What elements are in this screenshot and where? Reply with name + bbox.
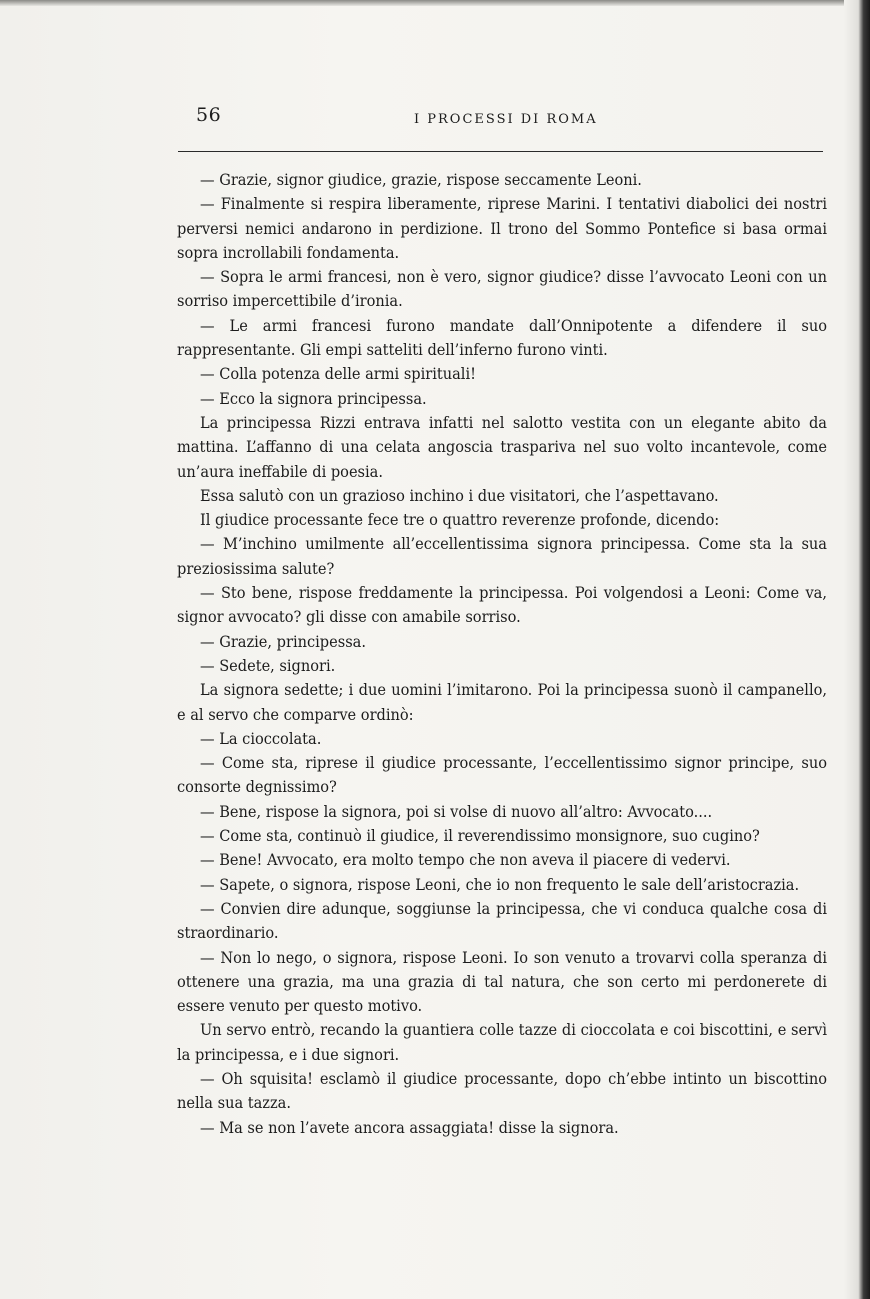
paragraph: — Colla potenza delle armi spirituali! bbox=[200, 364, 476, 384]
paragraph: — Convien dire adunque, soggiunse la principessa, che vi conduca qualche cosa di straordinario. bbox=[177, 898, 827, 943]
paragraph: La signora sedette; i due uomini l’imitarono. Poi la principessa suonò il campanello, e al servo che comparve ordinò: bbox=[177, 680, 827, 724]
paragraph: — Grazie, principessa. bbox=[200, 631, 366, 651]
scan-right-edge bbox=[844, 0, 870, 1299]
paragraph: — Le armi francesi furono mandate dall’Onnipotente a difendere il suo rappresentante. Gli empi satteliti dell’inferno furono vinti. bbox=[177, 315, 827, 360]
paragraph: — Ma se non l’avete ancora assaggiata! disse la signora. bbox=[200, 1117, 619, 1137]
paragraph: — Sopra le armi francesi, non è vero, signor giudice? disse l’avvocato Leoni con un sorriso impercettibile d’ironia. bbox=[177, 267, 827, 311]
paragraph: — Ecco la signora principessa. bbox=[200, 388, 427, 408]
header-rule bbox=[178, 151, 823, 152]
paragraph: — Sedete, signori. bbox=[200, 655, 336, 675]
paragraph: — Bene! Avvocato, era molto tempo che non aveva il piacere di vedervi. bbox=[200, 850, 731, 870]
paragraph: — La cioccolata. bbox=[200, 728, 322, 748]
paragraph: — Sto bene, rispose freddamente la principessa. Poi volgendosi a Leoni: Come va, signor avvocato? gli disse con amabile sorriso. bbox=[177, 583, 827, 627]
paragraph: Un servo entrò, recando la guantiera colle tazze di cioccolata e coi biscottini, e servì la principessa, e i due signori. bbox=[177, 1020, 827, 1064]
running-title: I PROCESSI DI ROMA bbox=[414, 112, 598, 127]
body-text bbox=[177, 168, 827, 1140]
paragraph: — Oh squisita! esclamò il giudice processante, dopo ch’ebbe intinto un biscottino nella sua tazza. bbox=[177, 1068, 827, 1113]
paragraph: — Grazie, signor giudice, grazie, rispose seccamente Leoni. bbox=[200, 170, 642, 189]
paragraph: — M’inchino umilmente all’eccellentissima signora principessa. Come sta la sua preziosissima salute? bbox=[177, 534, 827, 578]
paragraph: La principessa Rizzi entrava infatti nel salotto vestita con un elegante abito da mattina. L’affanno di una celata angoscia traspariva nel suo volto incantevole, come un’aura ineffabile di poesia. bbox=[177, 412, 827, 481]
paragraph: Essa salutò con un grazioso inchino i due visitatori, che l’aspettavano. bbox=[200, 485, 719, 505]
scan-top-shadow bbox=[0, 0, 870, 6]
paragraph: — Non lo nego, o signora, rispose Leoni. Io son venuto a trovarvi colla speranza di ottenere una grazia, ma una grazia di tal natura, che son certo mi perdonerete di essere venuto per questo motivo. bbox=[177, 947, 827, 1016]
paragraph: — Come sta, riprese il giudice processante, l’eccellentissimo signor principe, suo consorte degnissimo? bbox=[177, 753, 827, 797]
page-number: 56 bbox=[196, 104, 222, 126]
paragraph: Il giudice processante fece tre o quattro reverenze profonde, dicendo: bbox=[200, 510, 720, 530]
paragraph: — Come sta, continuò il giudice, il reverendissimo monsignore, suo cugino? bbox=[200, 826, 760, 846]
paragraph: — Bene, rispose la signora, poi si volse di nuovo all’altro: Avvocato.... bbox=[200, 801, 713, 821]
paragraph: — Sapete, o signora, rispose Leoni, che io non frequento le sale dell’aristocrazia. bbox=[200, 874, 800, 894]
paragraph: — Finalmente si respira liberamente, riprese Marini. I tentativi diabolici dei nostri perversi nemici andarono in perdizione. Il trono del Sommo Pontefice si basa ormai sopra incrollabili fondamenta. bbox=[177, 194, 827, 262]
